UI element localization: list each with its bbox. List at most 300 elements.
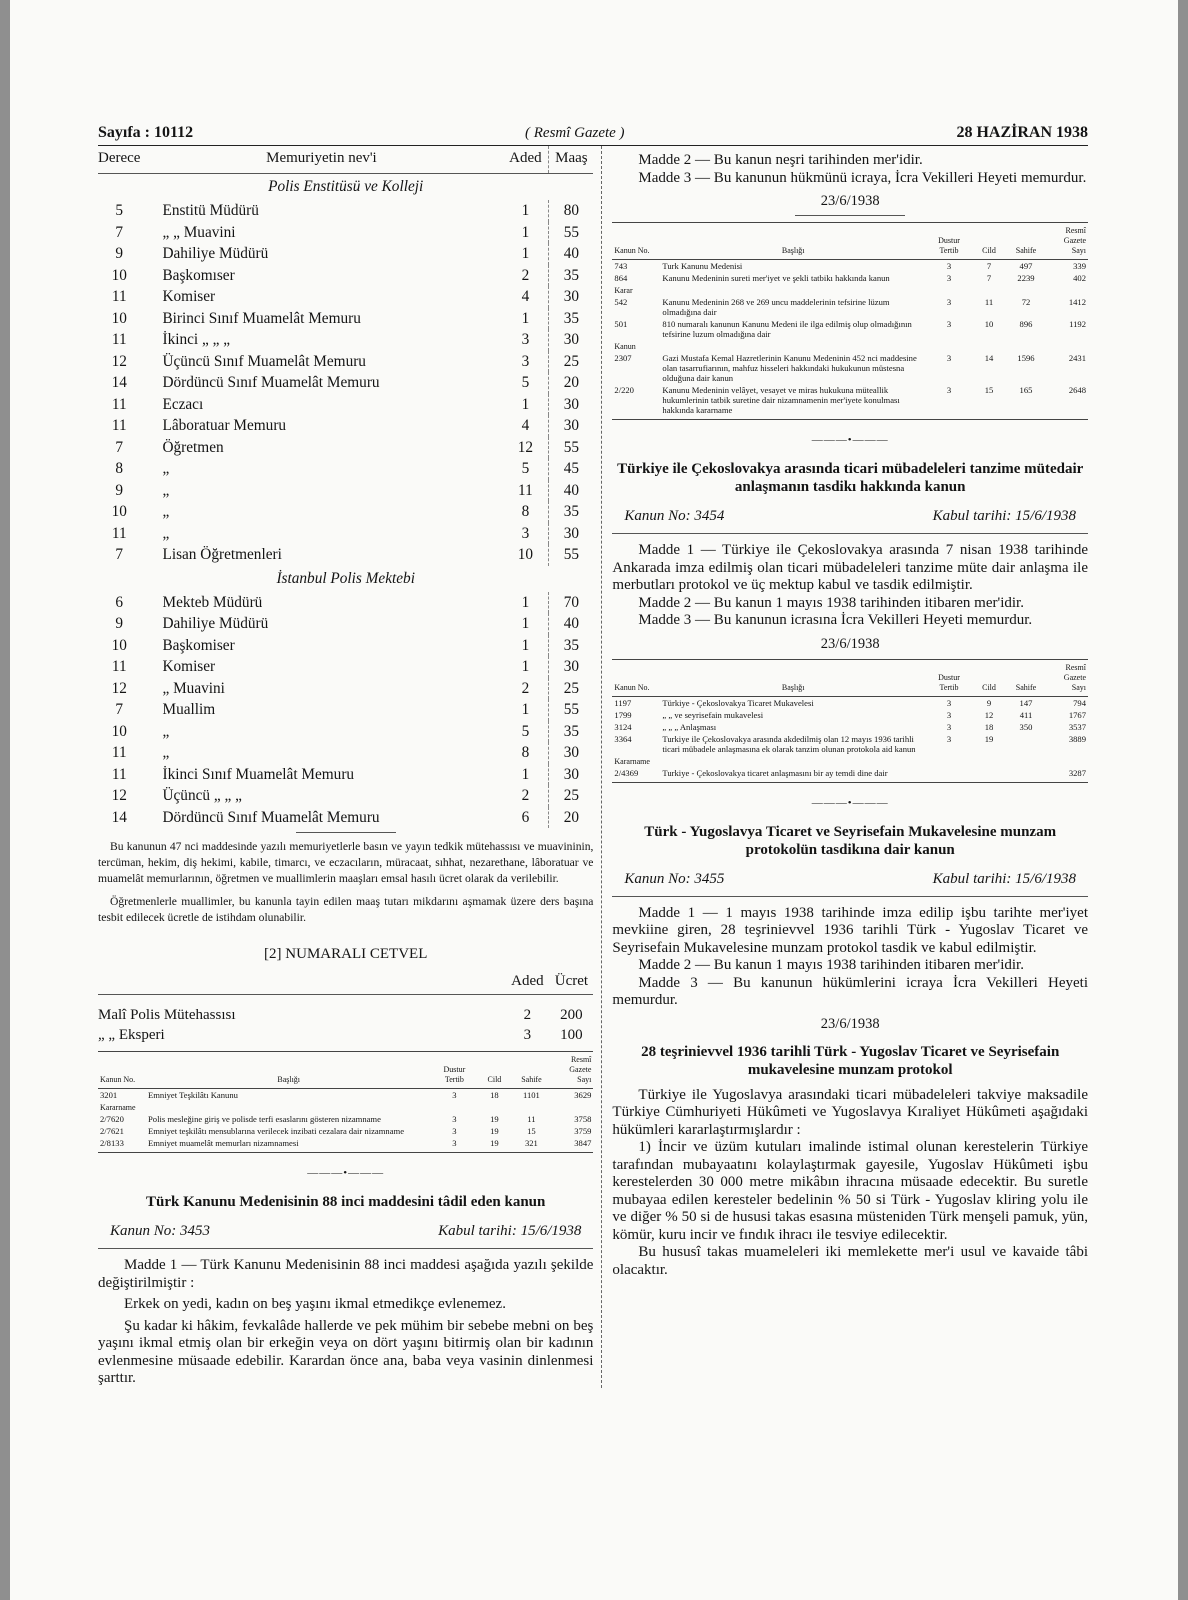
cell-t: 3: [946, 353, 952, 363]
col-aded: Aded: [502, 146, 549, 174]
col-gazete: Resmî Gazete Sayı: [551, 1052, 593, 1089]
cell-c: 18: [490, 1090, 499, 1101]
table-row: [612, 352, 1088, 384]
cell-no: 2/220: [612, 384, 660, 420]
divider: [296, 832, 396, 833]
law-number: Kanun No: 3453: [110, 1223, 211, 1240]
salary-cell: 30: [549, 764, 594, 786]
table-row: [98, 678, 593, 700]
cell-c: 11: [984, 297, 994, 307]
derece-cell: 11: [111, 395, 127, 413]
law-meta: [612, 871, 1088, 897]
position-cell: „: [162, 722, 170, 740]
salary-cell: 55: [549, 437, 594, 459]
cell-c: 19: [490, 1126, 499, 1137]
derece-cell: 5: [115, 202, 124, 219]
derece-cell: 10: [111, 636, 127, 654]
cell-b: Turkiye ile Çekoslovakya arasında akdedilmiş olan 12 mayıs 1936 tarihli ticari mübadele anlaşmasına ek olarak tanzim olunan protokola aid kanun: [662, 733, 916, 754]
count-cell: 8: [521, 503, 530, 520]
salary-cell: 55: [549, 222, 594, 244]
cell-g: 3758: [574, 1114, 592, 1125]
cell-g: 3629: [574, 1090, 592, 1101]
right-column: [602, 146, 1088, 1388]
col-no: Kanun No.: [98, 1052, 146, 1089]
derece-cell: 12: [111, 679, 127, 697]
law-date: [612, 1016, 1088, 1033]
col-cild: Cild: [972, 659, 1006, 696]
position-cell: Başkomıser: [162, 266, 235, 284]
derece-cell: 10: [111, 266, 127, 284]
cell-b: 810 numaralı kanunun Kanunu Medeni ile ilga edilmiş olup olmadığının tefsirine luzum olmadığına dair: [662, 319, 912, 339]
law-title: Türk - Yugoslavya Ticaret ve Seyrisefain Mukavelesine munzam protokolün tasdikına dair kanun: [644, 823, 1057, 858]
table-row: [98, 415, 593, 437]
law-reference-table: [98, 1051, 593, 1153]
count-cell: 2: [521, 679, 530, 697]
cell-b: Kanunu Medeninin sureti mer'iyet ve şekli tatbikı hakkında kanun: [662, 273, 890, 283]
col-baslik: Başlığı: [660, 659, 926, 696]
cell-b: Emniyet teşkilâtı mensublarına verilecek inzibati cezalara dair nizamname: [148, 1126, 405, 1137]
cell-b: Gazi Mustafa Kemal Hazretlerinin Kanunu Medeninin 452 nci maddesine olan tasarrufiarının, mahfuz hisseleri hakkındaki hukukunun müstesna olduğuna dair kanun: [662, 353, 917, 383]
table-row: [98, 1089, 593, 1102]
count-cell: 2: [521, 787, 530, 804]
count-cell: 1: [521, 309, 530, 327]
gazette-page: [10, 0, 1178, 1600]
table-row: [98, 1125, 593, 1137]
cetvel2-header: [98, 973, 593, 995]
derece-cell: 7: [115, 438, 124, 456]
table-row: [98, 785, 593, 807]
wage-cell: 200: [560, 1007, 583, 1024]
article-text: Madde 1 — 1 mayıs 1938 tarihinde imza edilip işbu tarihte mer'iyet mevkiine giren, 28 teşrinievvel 1936 tarihli Türk - Yugoslav Ticaret ve Seyrisefain Mukavelesine munzam protokol tasdik ve kabul edilmiştir.: [612, 904, 1088, 956]
cell-no: 1197: [614, 697, 632, 708]
position-cell: „ Muavini: [162, 679, 225, 697]
derece-cell: 6: [115, 593, 124, 611]
col-tertib: Dustur Tertib: [431, 1052, 477, 1089]
cell-s: 147: [1019, 697, 1033, 708]
publication-name: ( Resmî Gazete ): [525, 125, 625, 141]
cell-g: 2648: [1046, 384, 1088, 420]
date-text: 23/6/1938: [820, 193, 880, 209]
cell-s: 165: [1006, 384, 1046, 420]
table-row: [612, 296, 1088, 318]
count-cell: 1: [521, 245, 530, 262]
salary-cell: 35: [549, 635, 594, 657]
cell-t: 3: [946, 733, 952, 744]
position-cell: Komiser: [162, 658, 216, 675]
protocol-title: 28 teşrinievvel 1936 tarihli Türk - Yugoslav Ticaret ve Seyrisefain mukavelesine munzam protokol: [641, 1043, 1060, 1078]
cell-c: 19: [490, 1114, 499, 1125]
cell-c: [972, 767, 1006, 783]
cell-g: 1767: [1068, 709, 1086, 720]
cell-c: 15: [972, 384, 1006, 420]
derece-cell: 9: [115, 615, 124, 632]
col-sahife: Sahife: [511, 1052, 551, 1089]
note-paragraph: Bu kanunun 47 nci maddesinde yazılı memuriyetlerle basın ve yayın tedkik mütehassısı ve muavininin, tercüman, hekim, diş hekimi, kabile, timarcı, ve eczacıların, müracaat, sıhhat, nezarethane, lâboratuar ve muamelât memurlarının, öğretmen ve muallimlerin maaşları emsal hasılı ücret olarak da verilebilir.: [98, 840, 594, 886]
cell-g: 1192: [1069, 319, 1086, 329]
cell-s: 896: [1019, 319, 1033, 329]
col-baslik: Başlığı: [660, 223, 926, 260]
position-cell: „: [162, 524, 170, 542]
law-acceptance-date: Kabul tarihi: 15/6/1938: [932, 870, 1076, 887]
count-cell: 4: [521, 417, 530, 434]
derece-cell: 8: [115, 460, 124, 477]
col-cild: Cild: [972, 223, 1006, 260]
article-text: Madde 3 — Bu kanunun hükümlerini icraya İcra Vekilleri Heyeti memurdur.: [612, 974, 1088, 1008]
salary-cell: 35: [549, 501, 594, 523]
date-text: 23/6/1938: [820, 635, 880, 652]
salary-cell: 40: [549, 613, 594, 635]
page-header: [98, 120, 1088, 146]
table-row: [98, 437, 593, 459]
cell-c: 19: [477, 1137, 511, 1153]
cell-c: 14: [984, 353, 994, 363]
table-subheading-row: [612, 340, 1088, 352]
cell-no: 2/7620: [100, 1114, 124, 1125]
law-acceptance-date: Kabul tarihi: 15/6/1938: [438, 1223, 582, 1240]
derece-cell: 11: [111, 417, 127, 434]
cell-b: Emniyet muamelât memurları nizamnamesi: [146, 1137, 431, 1153]
salary-cell: 30: [549, 394, 594, 416]
cell-g: 339: [1073, 261, 1086, 271]
table-row: [98, 265, 593, 287]
cell-t: 3: [431, 1137, 477, 1153]
table-row: [612, 272, 1088, 284]
count-cell: 3: [523, 1027, 532, 1044]
position-cell: „ „ Muavini: [162, 223, 236, 241]
cell-no: 2/7621: [100, 1126, 124, 1137]
position-cell: İkinci Sınıf Muamelât Memuru: [162, 765, 355, 783]
section-heading-row: [98, 566, 593, 592]
table-row: [98, 200, 593, 222]
count-cell: 1: [521, 202, 530, 219]
count-cell: 1: [521, 593, 530, 611]
position-cell: Başkomiser: [162, 636, 235, 654]
cetvel2-title: [2] NUMARALI CETVEL: [264, 946, 428, 963]
article-text: Şu kadar ki hâkim, fevkalâde hallerde ve pek mühim bir sebebe mebni on beş yaşını ikmal etmiş olan bir erkeğin veya on dört yaşını bitirmiş olan bir kadının evlenmesine müsaade edebilir. Karardan önce ana, baba veya vasinin dinlenmesi şarttır.: [98, 1317, 594, 1387]
table-row: [612, 260, 1088, 273]
derece-cell: 7: [115, 546, 124, 563]
table-row: [98, 308, 593, 330]
cell-t: 3: [452, 1114, 457, 1125]
cetvel2-rows: [98, 1005, 593, 1045]
table-row: [98, 656, 593, 678]
count-cell: 1: [521, 395, 530, 413]
protocol-text: Türkiye ile Yugoslavya arasındaki ticari mübadeleleri takviye maksadile Türkiye Cümhuriyeti Hükûmeti ve Yugoslavya Kıraliyet Hükûmeti aşağıdaki hükümleri kararlaştırmışlardır :: [612, 1086, 1088, 1138]
article-text: Madde 1 — Türkiye ile Çekoslovakya arasında 7 nisan 1938 tarihinde Ankarada imza edilmiş olan ticari mübadeleleri tanzime müte dair anlaşma ile merbutları protokol ve üç mektup kabul ve tasdik edilmiştir.: [612, 542, 1088, 593]
table-row: [98, 243, 593, 265]
cell-no: 3364: [614, 733, 632, 744]
cell-s: 11: [527, 1114, 536, 1125]
salary-cell: 20: [549, 807, 594, 829]
protocol-text: Bu hususî takas muameleleri iki memlekette mer'i usul ve kavaide tâbi olacaktır.: [612, 1244, 1088, 1278]
two-columns: [98, 146, 1088, 1388]
cell-s: 1101: [522, 1090, 540, 1101]
col-tertib: Dustur Tertib: [926, 223, 972, 260]
cell-t: 3: [926, 384, 972, 420]
cetvel2-row: [98, 1025, 593, 1045]
position-cell: Üçüncü „ „ „: [162, 787, 242, 804]
cell-no: 501: [614, 319, 628, 329]
article-text: Madde 3 — Bu kanunun icrasına İcra Vekilleri Heyeti memurdur.: [638, 612, 1033, 628]
position-cell: „: [162, 503, 170, 520]
derece-cell: 11: [111, 765, 127, 783]
table-row: [98, 286, 593, 308]
salary-cell: 35: [549, 308, 594, 330]
position-cell: Dahiliye Müdürü: [162, 615, 269, 632]
position-cell: Mekteb Müdürü: [162, 593, 263, 611]
wage-cell: 100: [560, 1027, 583, 1044]
derece-cell: 11: [111, 658, 127, 675]
article-text: Madde 2 — Bu kanun 1 mayıs 1938 tarihinden itibaren mer'idir.: [638, 594, 1024, 611]
cell-t: 3: [946, 261, 952, 271]
salary-cell: 30: [549, 656, 594, 678]
derece-cell: 9: [115, 245, 124, 262]
cell-g: 3889: [1068, 733, 1086, 744]
cell-c: 7: [986, 273, 992, 283]
salary-cell: 40: [549, 243, 594, 265]
table-row: [98, 1113, 593, 1125]
count-cell: 4: [521, 288, 530, 305]
salary-cell: 30: [549, 523, 594, 545]
law-acceptance-date: Kabul tarihi: 15/6/1938: [932, 508, 1076, 524]
col-memuriyet: Memuriyetin nev'i: [140, 146, 502, 174]
col-tertib: Dustur Tertib: [926, 659, 972, 696]
position-cell: Lâboratuar Memuru: [162, 417, 287, 434]
col-gazete: Resmî Gazete Sayı: [1046, 659, 1088, 696]
salary-cell: 40: [549, 480, 594, 502]
derece-cell: 11: [111, 524, 127, 542]
cell-c: 7: [986, 261, 992, 271]
position-cell: Üçüncü Sınıf Muamelât Memuru: [162, 352, 366, 370]
count-cell: 1: [521, 615, 530, 632]
count-cell: 1: [521, 701, 530, 718]
salary-cell: 45: [549, 458, 594, 480]
law-date: [612, 636, 1088, 653]
count-cell: 2: [521, 266, 530, 284]
article-text: Madde 3 — Bu kanunun hükmünü icraya, İcra Vekilleri Heyeti memurdur.: [638, 169, 1087, 186]
ornament-divider: ———•———: [811, 796, 889, 809]
law-number: Kanun No: 3455: [624, 870, 725, 887]
table-row: [612, 696, 1088, 709]
cell-t: 3: [946, 709, 952, 720]
derece-cell: 10: [111, 503, 127, 520]
section-title: İstanbul Polis Mektebi: [276, 569, 415, 587]
protocol-text: 1) İncir ve üzüm kutuları imalinde istimal olunan kerestelerin Türkiye tarafından mubayaatını kolaylaştırmak gayesile, Yugoslav Hükûmeti işbu kerestelerden 30 000 metre mikâbın ihracına müsaade edecektir. Bu suretle mubayaa edilen keresteler bedelinin % 50 si Türk - Yugoslav kliring yolu ile ve diğer % 50 si de hususi takas esasına müsteniden Türk menşeli pamuk, yün, kömür, kuru incir ve fındık ihracı ile tesviye edilecektir.: [612, 1139, 1088, 1243]
table-row: [98, 721, 593, 743]
cell-c: 12: [984, 709, 994, 720]
col-baslik: Başlığı: [146, 1052, 431, 1089]
count-cell: 1: [521, 765, 530, 783]
cell-t: [926, 767, 972, 783]
salary-cell: 55: [549, 699, 594, 721]
cell-g: 1412: [1068, 297, 1086, 307]
position-cell: „: [162, 744, 170, 761]
cell-s: [1006, 767, 1046, 783]
cell-s: 411: [1019, 709, 1033, 720]
cell-b: Kanunu Medeninin velâyet, vesayet ve miras hukukuna müteallik hukumlerinin tatbik suretine dair nizamnamenin mer'iyete konulması hakkında kararname: [660, 384, 926, 420]
salary-cell: 55: [549, 544, 594, 566]
table-row: [98, 523, 593, 545]
salary-cell: 25: [549, 678, 594, 700]
derece-cell: 9: [115, 481, 124, 499]
table-row: [98, 592, 593, 614]
cell-t: 3: [946, 697, 952, 708]
cell-b: „ „ „ Anlaşması: [662, 721, 717, 732]
col-ucret: Ücret: [554, 973, 589, 990]
law-date: [612, 193, 1088, 216]
table-row: [98, 742, 593, 764]
cell-no: 2307: [614, 353, 632, 363]
table-row: [98, 613, 593, 635]
count-cell: 3: [521, 352, 530, 370]
count-cell: 10: [517, 546, 534, 563]
law-title: Türk Kanunu Medenisinin 88 inci maddesini tâdil eden kanun: [146, 1194, 546, 1211]
derece-cell: 12: [111, 787, 127, 804]
right-scan-border: [1178, 0, 1188, 1600]
page-content: [98, 120, 1088, 1388]
salary-cell: 35: [549, 721, 594, 743]
derece-cell: 10: [111, 722, 127, 740]
cell-s: 2239: [1017, 273, 1035, 283]
derece-cell: 11: [111, 331, 127, 348]
position-cell: Birinci Sınıf Muamelât Memuru: [162, 309, 361, 327]
col-sahife: Sahife: [1006, 223, 1046, 260]
col-no: Kanun No.: [612, 659, 660, 696]
count-cell: 1: [521, 223, 530, 241]
salary-cell: 80: [549, 200, 594, 222]
table-subheading-row: [98, 1101, 593, 1113]
cell-s: 321: [511, 1137, 551, 1153]
subheading: Karar: [614, 286, 633, 295]
note-paragraph: Öğretmenlerle muallimler, bu kanunla tayin edilen maaş tutarı mikdarını aşmamak üzere ders başına tesbit edilecek ücretle de istihdam olunabilir.: [98, 894, 594, 924]
salary-cell: 25: [549, 351, 594, 373]
cell-c: 18: [984, 721, 994, 732]
personnel-table: [98, 146, 593, 828]
derece-cell: 11: [111, 744, 127, 761]
table-row: [98, 329, 593, 351]
table-row: [612, 384, 1088, 420]
count-cell: 6: [521, 808, 530, 826]
table-row: [98, 544, 593, 566]
col-maas: Maaş: [549, 146, 594, 174]
cell-t: 3: [946, 319, 952, 329]
cell-no: 542: [614, 297, 628, 307]
position-cell: „: [162, 460, 170, 477]
cell-b: Emniyet Teşkilâtı Kanunu: [148, 1090, 238, 1101]
count-cell: 3: [521, 524, 530, 542]
date-text: 23/6/1938: [820, 1015, 880, 1032]
law-number: Kanun No: 3454: [624, 508, 725, 524]
count-cell: 1: [521, 636, 530, 654]
position-cell: Komiser: [162, 288, 216, 305]
table-row: [98, 372, 593, 394]
position-cell: Muallim: [162, 701, 216, 718]
table-row: [98, 501, 593, 523]
cell-g: 3287: [1046, 767, 1088, 783]
cell-c: 10: [984, 319, 994, 329]
personnel-table-body: [98, 174, 593, 829]
subheading: Kararname: [100, 1103, 136, 1113]
cell-g: 3537: [1068, 721, 1086, 732]
salary-cell: 30: [549, 329, 594, 351]
cell-s: 1596: [1017, 353, 1035, 363]
count-cell: 5: [521, 722, 530, 740]
subheading: Kararname: [614, 756, 650, 766]
table-row: [612, 709, 1088, 721]
cell-b: Turk Kanunu Medenisi: [662, 261, 743, 271]
cell-g: 794: [1073, 697, 1086, 708]
left-scan-border: [0, 0, 10, 1600]
derece-cell: 11: [111, 288, 127, 305]
position-cell: Dahiliye Müdürü: [162, 245, 269, 262]
table-row: [612, 721, 1088, 733]
table-row: [98, 222, 593, 244]
count-cell: 11: [518, 481, 533, 499]
cell-s: 72: [1021, 297, 1031, 307]
table-row: [98, 351, 593, 373]
cell-b: Turkiye - Çekoslovakya ticaret anlaşmasını bir ay temdi dine dair: [660, 767, 926, 783]
count-cell: 12: [517, 438, 534, 456]
col-derece: Derece: [98, 146, 140, 174]
article-text: Erkek on yedi, kadın on beş yaşını ikmal etmedikçe evlenemez.: [124, 1296, 506, 1313]
cell-g: 2431: [1068, 353, 1086, 363]
article-text: Madde 2 — Bu kanun 1 mayıs 1938 tarihinden itibaren mer'idir.: [638, 957, 1024, 973]
salary-cell: 35: [549, 265, 594, 287]
table-row: [98, 764, 593, 786]
ornament-divider: ———•———: [307, 1167, 385, 1180]
cell-no: 2/4369: [612, 767, 660, 783]
table-row: [98, 807, 593, 829]
cell-g: 3847: [551, 1137, 593, 1153]
derece-cell: 7: [115, 223, 124, 241]
position-cell: „: [162, 481, 170, 499]
derece-cell: 7: [115, 701, 124, 718]
cell-s: 497: [1019, 261, 1033, 271]
cell-b: Polis mesleğine giriş ve polisde terfi esaslarını gösteren nizamname: [148, 1114, 381, 1125]
table-row: [98, 1137, 593, 1153]
cell-s: [1006, 733, 1046, 755]
cell-c: 19: [984, 733, 994, 744]
cell-no: 1799: [614, 709, 632, 720]
salary-cell: 25: [549, 785, 594, 807]
col-sahife: Sahife: [1006, 659, 1046, 696]
issue-date: 28 HAZİRAN 1938: [956, 124, 1088, 141]
table-subheading-row: [612, 755, 1088, 767]
count-cell: 1: [521, 658, 530, 675]
law-meta: [612, 508, 1088, 534]
derece-cell: 14: [111, 808, 127, 826]
derece-cell: 14: [111, 374, 127, 391]
position-cell: Lisan Öğretmenleri: [162, 546, 282, 563]
ornament-divider: ———•———: [811, 434, 889, 446]
article-text: Madde 1 — Türk Kanunu Medenisinin 88 inci maddesi aşağıda yazılı şekilde değiştirilmiştir :: [98, 1257, 594, 1291]
position-cell: Öğretmen: [162, 438, 224, 456]
cell-no: 864: [614, 273, 628, 283]
cell-b: Kanunu Medeninin 268 ve 269 uncu maddelerinin tefsirine lüzum olmadığına dair: [662, 297, 890, 317]
derece-cell: 10: [111, 309, 127, 327]
position-cell: Eczacı: [162, 395, 204, 413]
cell-s: 15: [527, 1126, 536, 1137]
table-row: [612, 767, 1088, 783]
count-cell: 8: [521, 744, 530, 761]
subheading: Kanun: [614, 342, 636, 351]
cell-t: 3: [452, 1090, 457, 1101]
table-row: [612, 733, 1088, 755]
cell-no: 743: [614, 261, 628, 271]
article-text: Madde 2 — Bu kanun neşri tarihinden mer'idir.: [638, 152, 923, 168]
position-cell: Dördüncü Sınıf Muamelât Memuru: [162, 808, 380, 826]
salary-cell: 30: [549, 742, 594, 764]
